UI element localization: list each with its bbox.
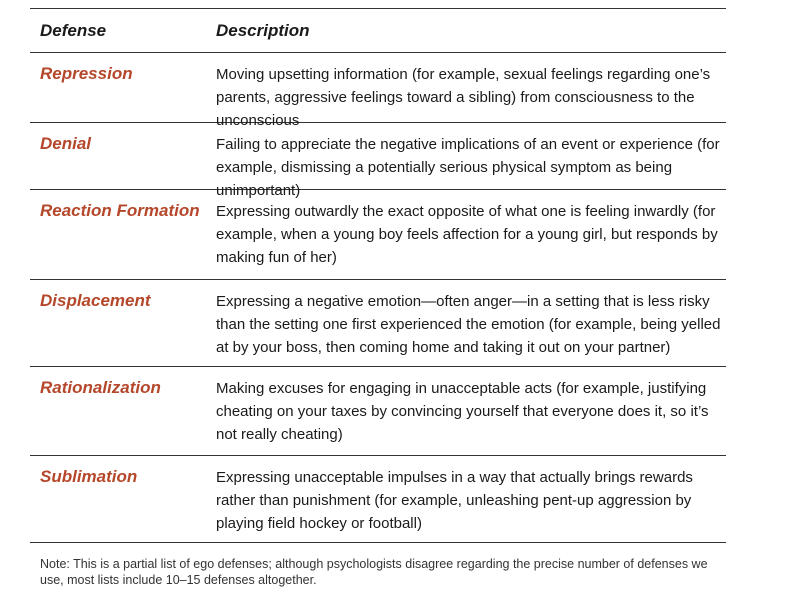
table-row-sublimation [30, 455, 726, 542]
bottom-rule [30, 542, 726, 543]
table-header-row [30, 9, 726, 52]
header-description: Description [216, 20, 310, 40]
defense-term: Rationalization [40, 378, 161, 397]
defense-description: Expressing a negative emotion—often anger—in a setting that is less risky than the setting one first experienced the emotion (for example, being yelled at by your boss, then coming home and taking it out on your partner) [216, 293, 721, 356]
table-row-displacement [30, 279, 726, 366]
defense-term: Repression [40, 64, 133, 83]
defense-term: Sublimation [40, 467, 138, 486]
table-row-reaction-formation [30, 189, 726, 279]
defense-term: Denial [40, 134, 92, 153]
table-row-rationalization [30, 366, 726, 455]
table-row-denial [30, 122, 726, 199]
defense-description: Expressing unacceptable impulses in a way that actually brings rewards rather than punishment (for example, unleashing pent-up aggression by playing field hockey or football) [216, 469, 693, 532]
header-defense: Defense [40, 20, 107, 40]
defense-description: Moving upsetting information (for example, sexual feelings regarding one’s parents, aggressive feelings toward a sibling) from consciousness to the unconscious [216, 66, 711, 129]
defense-description: Expressing outwardly the exact opposite of what one is feeling inwardly (for example, when a young boy feels affection for a young girl, but responds by making fun of her) [216, 203, 718, 266]
defense-description: Making excuses for engaging in unacceptable acts (for example, justifying cheating on your taxes by convincing yourself that everyone does it, so it’s not really cheating) [216, 380, 709, 443]
defense-table [30, 8, 726, 543]
defense-term: Displacement [40, 291, 151, 310]
table-note: Note: This is a partial list of ego defenses; although psychologists disagree regarding the precise number of defenses we use, most lists include 10–15 defenses altogether. [40, 557, 708, 587]
defense-term: Reaction Formation [40, 201, 200, 220]
table-row-repression [30, 52, 726, 129]
defense-description: Failing to appreciate the negative implications of an event or experience (for example, dismissing a potentially serious physical symptom as being unimportant) [216, 136, 720, 199]
